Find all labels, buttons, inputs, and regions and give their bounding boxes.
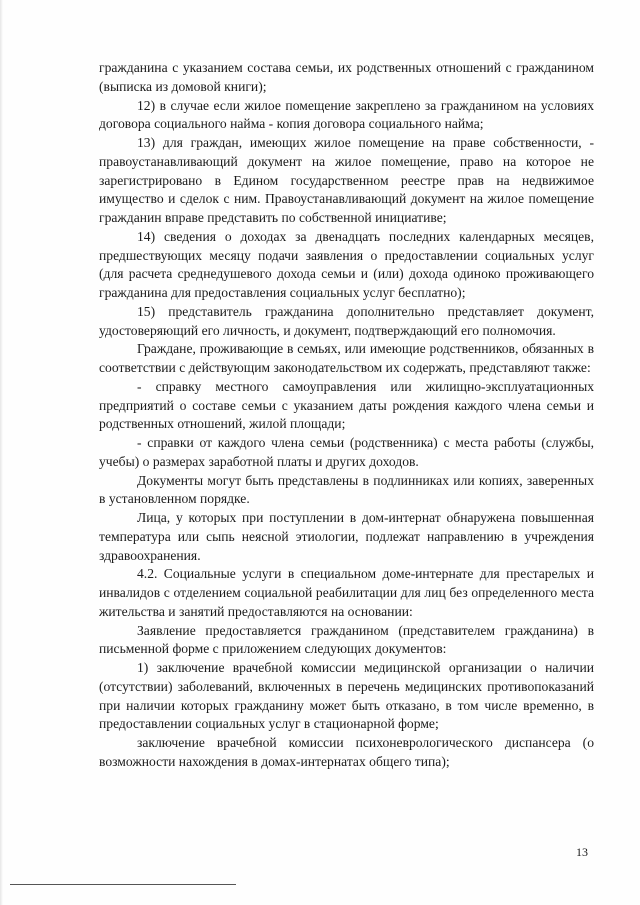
scan-edge-shadow [0, 0, 3, 905]
paragraph-health-referral: Лица, у которых при поступлении в дом-интернат обнаружена повышенная температура или сыпь неясной этиологии, подлежат направлению в учреждения здравоохранения. [99, 510, 594, 563]
paragraph-relatives-intro: Граждане, проживающие в семьях, или имеющие родственников, обязанных в соответствии с действующим законодательством их содержать, представляют также: [99, 341, 594, 375]
document-body [99, 59, 594, 772]
paragraph-documents-originals: Документы могут быть представлены в подлинниках или копиях, заверенных в установленном порядке. [99, 472, 594, 507]
paragraph-family-composition-continued: гражданина с указанием состава семьи, их родственных отношений с гражданином (выписка из домовой книги); [99, 60, 594, 94]
paragraph-application-submission: Заявление предоставляется гражданином (представителем гражданина) в письменной форме с приложением следующих документов: [99, 622, 594, 657]
paragraph-item-15: 15) представитель гражданина дополнительно представляет документ, удостоверяющий его личность, и документ, подтверждающий его полномочия. [99, 303, 594, 338]
paragraph-medical-commission: 1) заключение врачебной комиссии медицинской организации о наличии (отсутствии) заболеваний, включенных в перечень медицинских противопоказаний при наличии которых гражданину может быть отказано, в том числе временно, в предоставлении социальных услуг в стационарной форме; [99, 660, 594, 732]
paragraph-income-certificates: - справки от каждого члена семьи (родственника) с места работы (службы, учебы) о размерах заработной платы и других доходов. [99, 435, 594, 469]
paragraph-section-4-2: 4.2. Социальные услуги в специальном доме-интернате для престарелых и инвалидов с отделением социальной реабилитации для лиц без определенного места жительства и занятий предоставляются на основании: [99, 566, 594, 619]
paragraph-psychoneurological-conclusion: заключение врачебной комиссии психоневрологического диспансера (о возможности нахождения в домах-интернатах общего типа); [99, 735, 594, 769]
paragraph-item-14: 14) сведения о доходах за двенадцать последних календарных месяцев, предшествующих месяцу подачи заявления о предоставлении социальных услуг (для расчета среднедушевого дохода семьи и (или) дохода одиноко проживающего гражданина для предоставления социальных услуг бесплатно); [99, 228, 594, 300]
paragraph-item-12: 12) в случае если жилое помещение закреплено за гражданином на условиях договора социального найма - копия договора социального найма; [99, 97, 594, 132]
paragraph-item-13: 13) для граждан, имеющих жилое помещение на праве собственности, - правоустанавливающий документ на жилое помещение, право на которое не зарегистрировано в Едином государственном реестре прав на недвижимое имущество и сделок с ним. Правоустанавливающий документ на жилое помещение гражданин вправе представить по собственной инициативе; [99, 135, 594, 225]
footer-rule [10, 884, 236, 885]
paragraph-family-certificate: - справку местного самоуправления или жилищно-эксплуатационных предприятий о составе семьи с указанием даты рождения каждого члена семьи и родственных отношений, жилой площади; [99, 378, 594, 432]
page-number: 13 [576, 845, 588, 859]
